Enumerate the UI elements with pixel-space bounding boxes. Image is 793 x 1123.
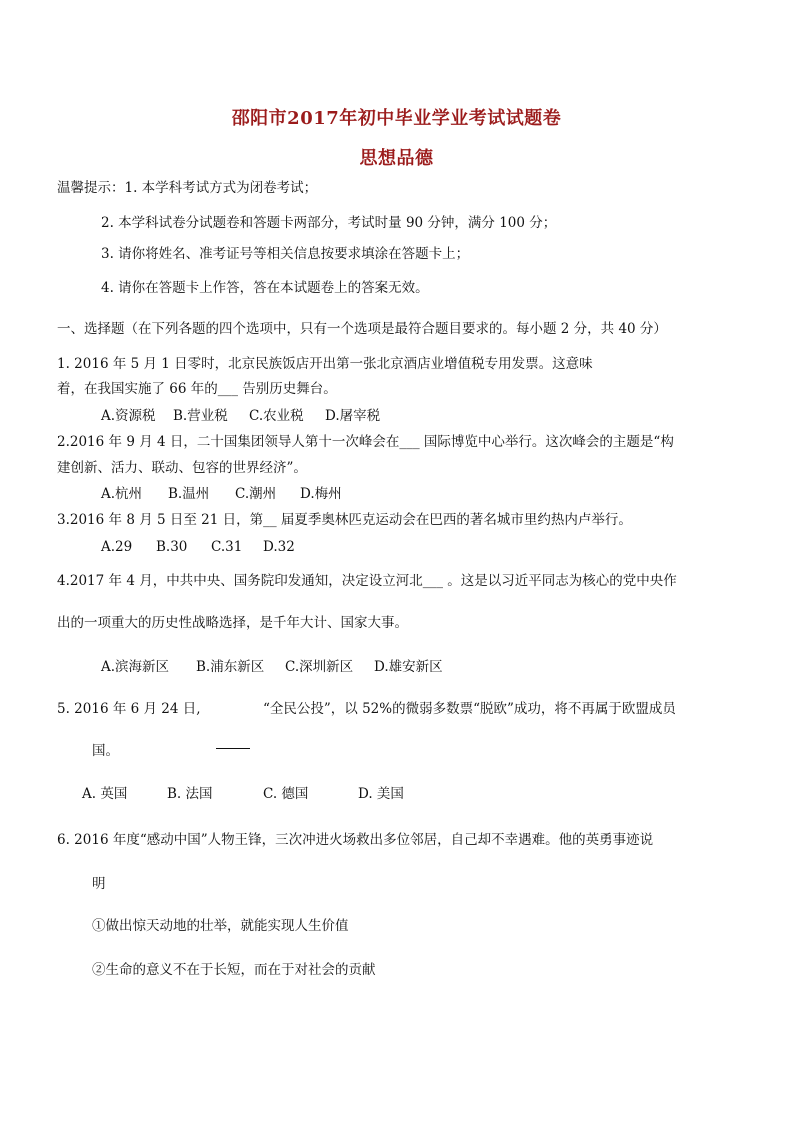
q2-stem-line2: 建创新、活力、联动、包容的世界经济”。 [57,460,307,476]
q3-options [101,539,295,555]
q4-stem-line2: 出的一项重大的历史性战略选择，是千年大计、国家大事。 [57,615,408,631]
notice-label: 温馨提示： [57,180,125,196]
q1-option-b: B.营业税 [173,408,228,424]
subject-title: 思想品德 [359,148,434,169]
notice-row-1 [57,180,317,196]
q5-stem-line2: 国。 [92,743,119,759]
notice-item-1: 1. 本学科考试方式为闭卷考试； [124,180,318,196]
q3-option-c: C.31 [211,539,243,555]
q5-option-c: C. 德国 [263,786,309,802]
q1-option-a: A.资源税 [101,408,156,424]
q2-option-c: C.潮州 [235,486,277,502]
q4-option-d: D.雄安新区 [374,659,443,675]
q6-stem-line2: 明 [92,876,106,892]
q4-option-a: A.滨海新区 [101,659,170,675]
q6-statement-2: ②生命的意义不在于长短，而在于对社会的贡献 [92,962,376,978]
q5-options [82,786,404,802]
q2-option-b: B.温州 [168,486,210,502]
q5-answer-blank [216,748,250,749]
q6-statement-1: ①做出惊天动地的壮举，就能实现人生价值 [92,918,349,934]
q2-stem-line1: 2.2016 年 9 月 4 日，二十国集团领导人第十一次峰会在___ 国际博览中心举行。这次峰会的主题是“构 [57,434,674,450]
q4-stem-line1: 4.2017 年 4 月，中共中央、国务院印发通知，决定设立河北___ 。这是以习近平同志为核心的党中央作 [57,573,677,589]
notice-item-2: 2. 本学科试卷分试题卷和答题卡两部分，考试时量 90 分钟，满分 100 分； [101,215,557,231]
q3-stem-line1: 3.2016 年 8 月 5 日至 21 日，第__ 届夏季奥林匹克运动会在巴西的著名城市里约热内卢举行。 [57,512,632,528]
q4-options [101,659,443,675]
q2-option-d: D.梅州 [300,486,342,502]
notice-item-3: 3. 请你将姓名、准考证号等相关信息按要求填涂在答题卡上； [101,246,470,262]
exam-title: 邵阳市2017年初中毕业学业考试试题卷 [231,108,562,129]
q5-stem-line1b: “全民公投”，以 52%的微弱多数票“脱欧”成功，将不再属于欧盟成员 [263,701,676,717]
q1-stem-line1: 1. 2016 年 5 月 1 日零时，北京民族饭店开出第一张北京酒店业增值税专用发票。这意味 [57,356,593,372]
q2-option-a: A.杭州 [101,486,143,502]
q3-option-b: B.30 [156,539,188,555]
q1-options [101,408,380,424]
q3-option-a: A.29 [101,539,133,555]
q1-stem-line2: 着，在我国实施了 66 年的___ 告别历史舞台。 [57,381,337,397]
section-heading: 一、选择题（在下列各题的四个选项中，只有一个选项是最符合题目要求的。每小题 2 分，共 40 分） [57,321,667,337]
q6-stem-line1: 6. 2016 年度“感动中国”人物王锋，三次冲进火场救出多位邻居，自己却不幸遇难。他的英勇事迹说 [57,832,654,848]
q4-option-c: C.深圳新区 [285,659,354,675]
q5-option-b: B. 法国 [167,786,213,802]
q5-stem-line1a: 5. 2016 年 6 月 24 日, [57,701,201,717]
q1-option-d: D.屠宰税 [325,408,381,424]
q2-options [101,486,342,502]
q1-option-c: C.农业税 [249,408,304,424]
q4-option-b: B.浦东新区 [196,659,265,675]
q3-option-d: D.32 [263,539,295,555]
q5-option-d: D. 美国 [358,786,404,802]
q5-option-a: A. 英国 [82,786,128,802]
notice-item-4: 4. 请你在答题卡上作答，答在本试题卷上的答案无效。 [101,280,429,296]
